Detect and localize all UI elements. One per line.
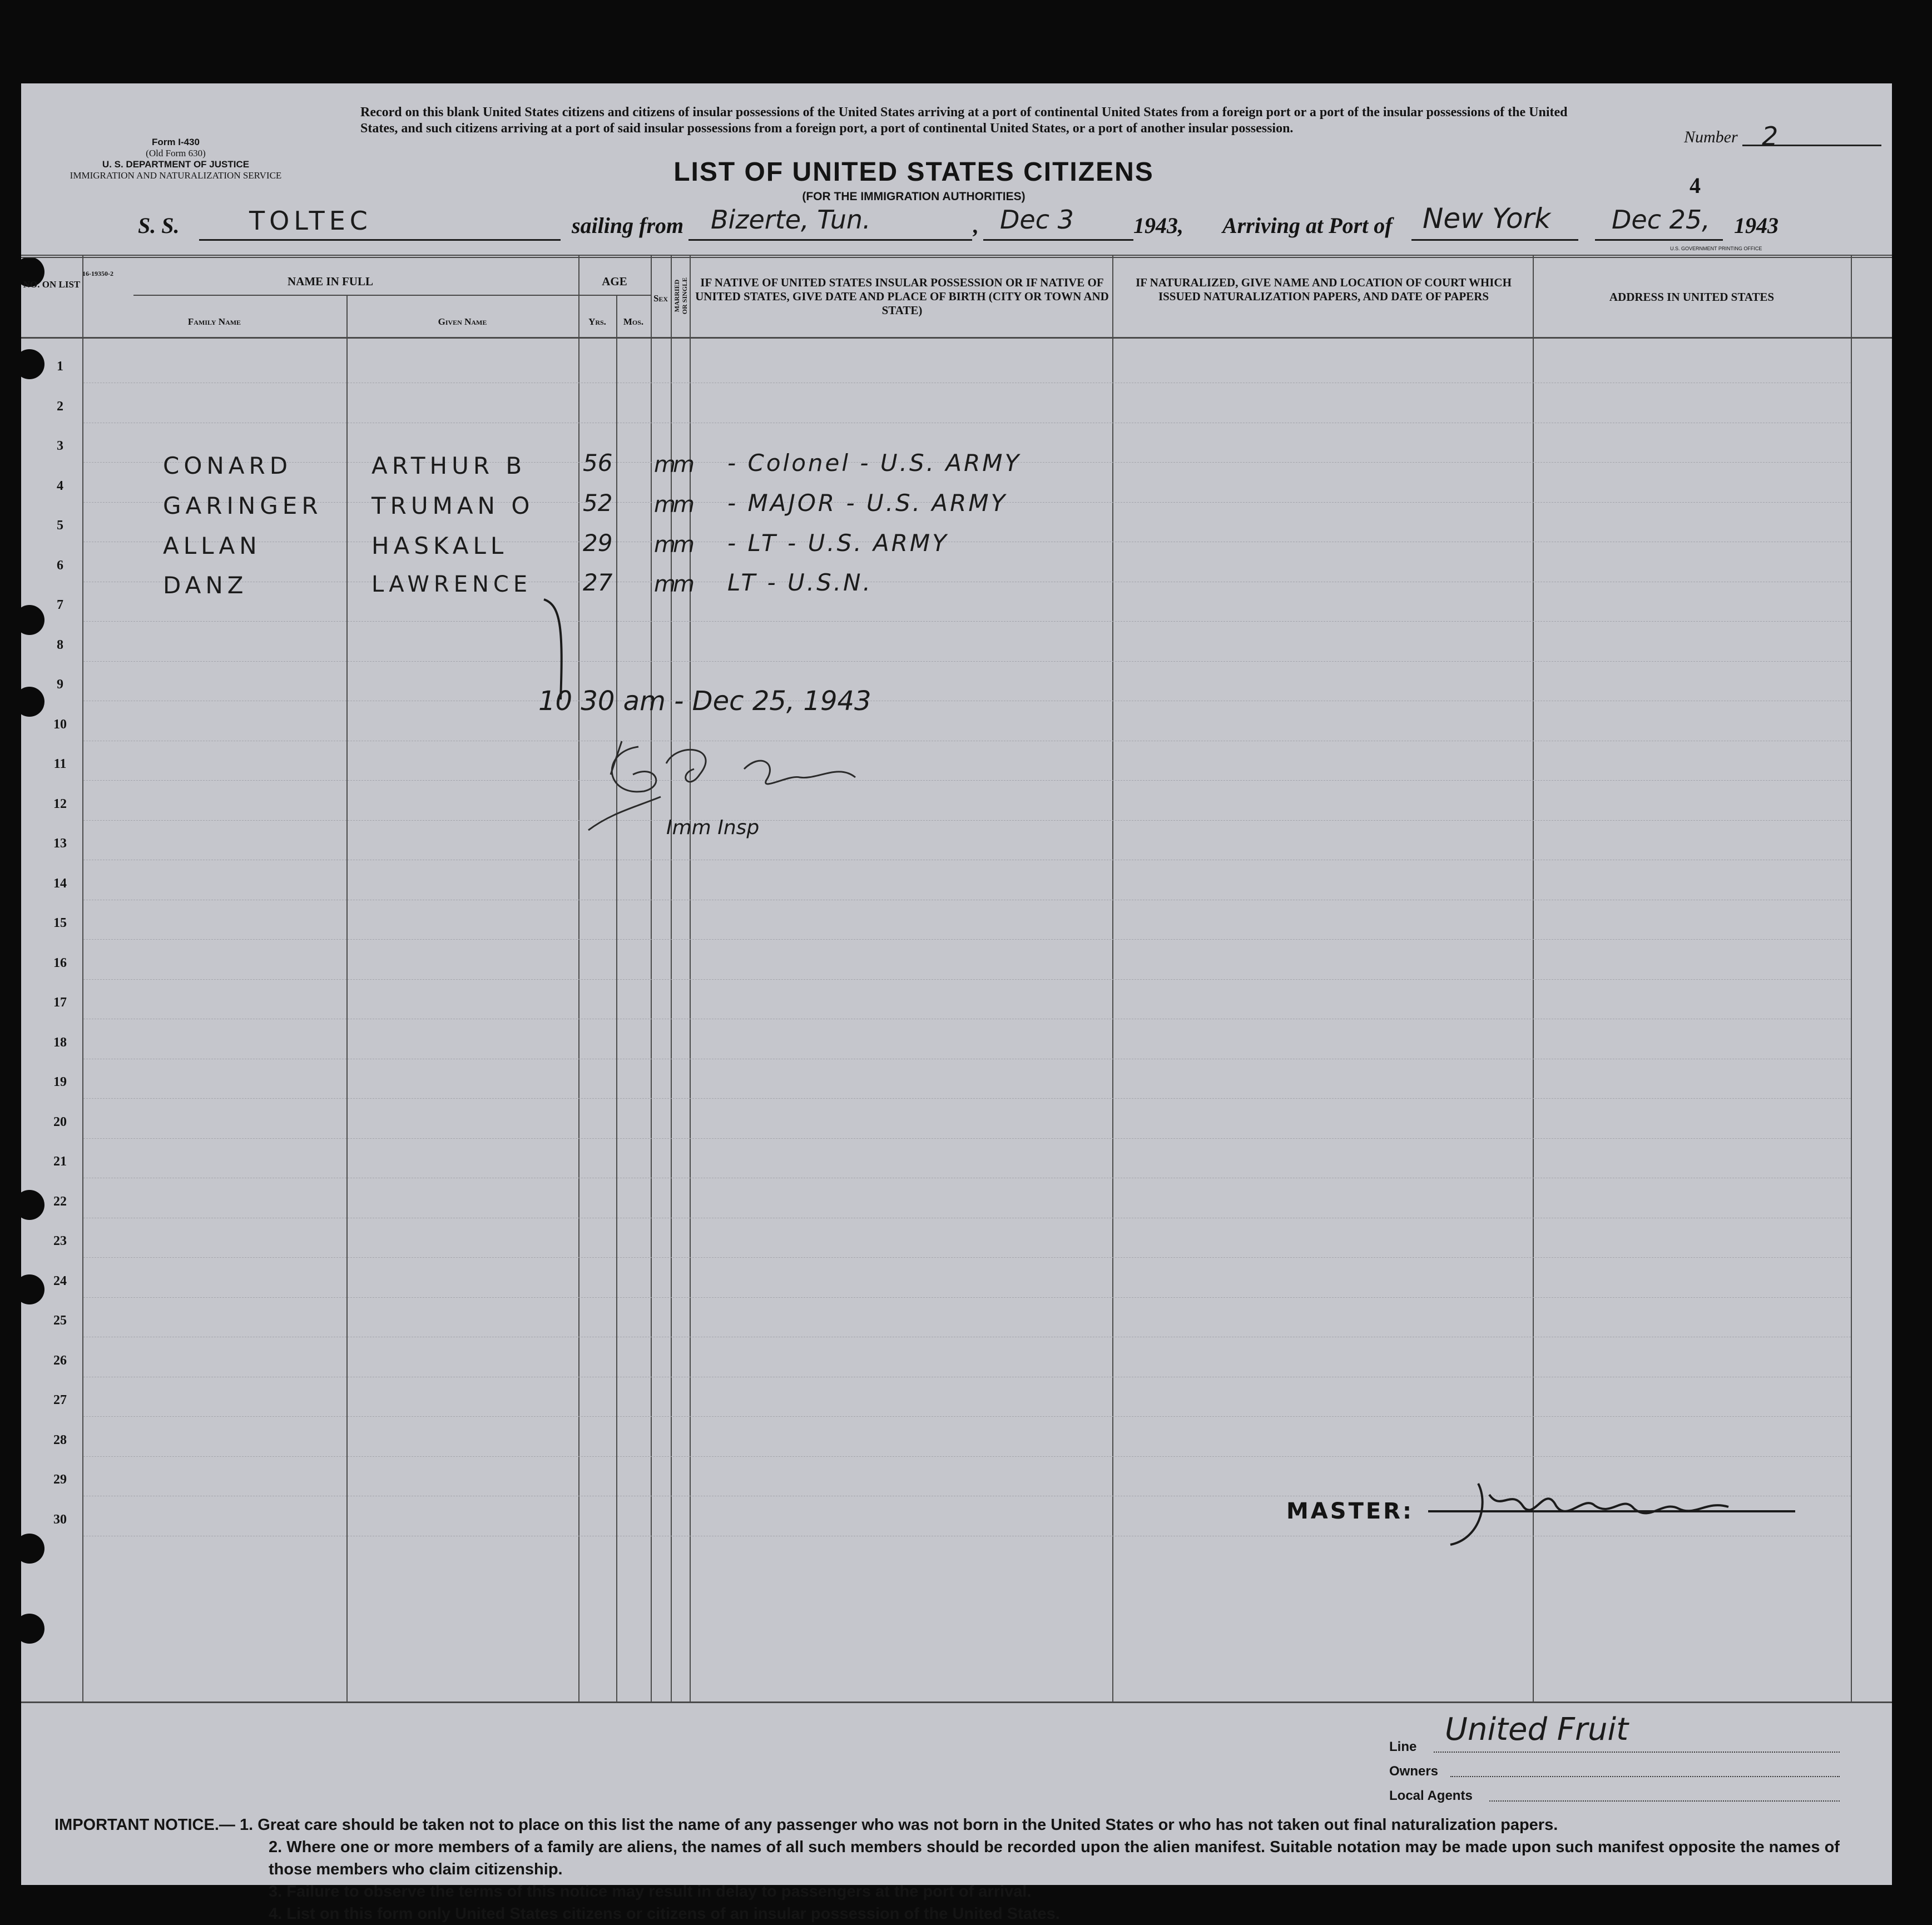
row-number: 22	[53, 1194, 67, 1209]
row-1-family-name: CONARD	[163, 452, 293, 479]
table-top-rule	[21, 255, 1892, 256]
col-header-sex: Sex	[653, 293, 668, 304]
row-1-age: 56	[583, 449, 613, 477]
ship-name: TOLTEC	[249, 206, 372, 236]
row-2-birth-info: - MAJOR - U.S. ARMY	[727, 489, 1008, 517]
row-number: 7	[57, 598, 63, 612]
arrival-port: New York	[1423, 202, 1551, 235]
sailing-from-label: sailing from	[572, 213, 684, 238]
row-rule	[83, 1416, 1851, 1417]
page-number: 4	[1690, 173, 1701, 198]
number-value: 2	[1762, 121, 1779, 151]
row-number: 18	[53, 1035, 67, 1050]
row-number: 2	[57, 399, 63, 414]
col-header-yrs: Yrs.	[588, 316, 606, 327]
row-rule	[83, 820, 1851, 821]
row-1-birth-info: - Colonel - U.S. ARMY	[727, 449, 1022, 477]
row-number: 24	[53, 1273, 67, 1288]
column-rule	[82, 255, 83, 1701]
row-number: 25	[53, 1313, 67, 1328]
row-number: 17	[53, 995, 67, 1010]
name-header-rule	[133, 295, 578, 296]
row-4-age: 27	[583, 569, 613, 596]
row-4-family-name: DANZ	[163, 572, 248, 599]
row-4-marital: m	[673, 572, 695, 597]
row-3-sex: m	[654, 532, 676, 558]
row-2-age: 52	[583, 489, 613, 517]
column-rule	[1851, 255, 1852, 1701]
row-number: 29	[53, 1472, 67, 1487]
owners-dotted	[1450, 1776, 1840, 1777]
ship-label: S. S.	[138, 213, 180, 238]
table-bottom-rule	[21, 1701, 1892, 1703]
row-number: 6	[57, 558, 63, 573]
row-number: 5	[57, 518, 63, 533]
row-rule	[83, 1138, 1851, 1139]
row-4-given-name: LAWRENCE	[371, 572, 532, 597]
notice-item-3: 3. Failure to observe the terms of this notice may result in delay to passengers at the port of arrival.	[269, 1883, 1032, 1901]
sailing-from-line	[688, 239, 972, 241]
row-number: 12	[53, 796, 67, 811]
table-top-rule	[21, 257, 1892, 258]
departure-port: Bizerte, Tun.	[711, 205, 871, 235]
row-number: 14	[53, 876, 67, 891]
notice-heading: IMPORTANT NOTICE.—	[55, 1816, 235, 1834]
row-rule	[83, 1257, 1851, 1258]
row-number: 19	[53, 1075, 67, 1089]
line-value: United Fruit	[1445, 1711, 1629, 1748]
row-number: 3	[57, 439, 63, 453]
row-rule	[83, 661, 1851, 662]
row-rule	[83, 1456, 1851, 1457]
page-subtitle: (FOR THE IMMIGRATION AUTHORITIES)	[802, 190, 1026, 203]
arrival-date-line	[1595, 239, 1723, 241]
col-header-married-single: MARRIED OR SINGLE	[673, 277, 688, 315]
column-rule	[1112, 255, 1113, 1701]
column-rule	[651, 255, 652, 1701]
header-bottom-rule	[21, 337, 1892, 339]
important-notice	[55, 1814, 1856, 1925]
col-header-address: ADDRESS IN UNITED STATES	[1609, 290, 1775, 304]
page-title: LIST OF UNITED STATES CITIZENS	[673, 157, 1154, 187]
form-identifier: Form I-430 (Old Form 630) U. S. DEPARTMENT OF JUSTICE IMMIGRATION AND NATURALIZATION SERVICE	[70, 137, 282, 181]
manifest-sheet	[21, 83, 1892, 1923]
notice-item-1: 1. Great care should be taken not to place on this list the name of any passenger who was not born in the United States or who has not taken out final naturalization papers.	[239, 1816, 1558, 1834]
row-rule	[83, 621, 1851, 622]
row-number: 23	[53, 1234, 67, 1248]
row-number: 21	[53, 1154, 67, 1169]
row-1-marital: m	[673, 452, 695, 478]
row-number: 8	[57, 637, 63, 652]
row-2-family-name: GARINGER	[163, 492, 323, 519]
row-number: 11	[53, 757, 67, 771]
row-number: 4	[57, 478, 63, 493]
row-rule	[83, 1297, 1851, 1298]
row-number: 26	[53, 1353, 67, 1368]
form-code: 16-19350-2	[82, 270, 113, 277]
col-header-mos: Mos.	[623, 316, 644, 327]
master-label: MASTER:	[1286, 1499, 1414, 1524]
row-rule	[83, 979, 1851, 980]
row-rule	[83, 780, 1851, 781]
arrival-port-line	[1411, 239, 1578, 241]
departure-date-line	[983, 239, 1133, 241]
row-1-given-name: ARTHUR B	[371, 452, 527, 479]
row-number: 16	[53, 955, 67, 970]
line-dotted	[1434, 1752, 1840, 1753]
departure-year: 1943,	[1133, 213, 1183, 238]
passenger-table	[21, 255, 1851, 1701]
row-rule	[83, 939, 1851, 940]
row-3-given-name: HASKALL	[371, 532, 508, 559]
col-header-no: NO. ON LIST	[23, 279, 81, 290]
master-signature	[1417, 1472, 1806, 1550]
row-number: 1	[57, 359, 63, 374]
col-header-age: AGE	[602, 275, 627, 288]
row-2-given-name: TRUMAN O	[371, 492, 534, 519]
form-instructions: Record on this blank United States citizens and citizens of insular possessions of the United States arriving at a port of continental United States from a foreign port or a port of the insular possessions of the United States, and such citizens arriving at a port of said insular possessions from a foreign port, a port of continental United States, or a port of another insular possession.	[360, 105, 1568, 136]
age-header-rule	[578, 295, 651, 296]
arrival-date: Dec 25,	[1612, 205, 1710, 235]
row-number: 13	[53, 836, 67, 851]
number-label: Number	[1684, 128, 1738, 146]
comma: ,	[973, 213, 979, 238]
column-rule	[616, 295, 617, 1701]
col-header-name-in-full: NAME IN FULL	[287, 275, 373, 288]
inspector-title: Imm Insp	[666, 816, 760, 839]
col-header-given-name: Given Name	[438, 316, 487, 327]
arrival-year: 1943	[1734, 213, 1779, 238]
row-number: 28	[53, 1432, 67, 1447]
row-rule	[83, 1098, 1851, 1099]
row-number: 15	[53, 916, 67, 930]
row-4-birth-info: LT - U.S.N.	[727, 569, 873, 596]
col-header-family-name: Family Name	[187, 316, 241, 327]
col-header-birth: IF NATIVE OF UNITED STATES INSULAR POSSESSION OR IF NATIVE OF UNITED STATES, GIVE DATE AND PLACE OF BIRTH (CITY OR TOWN AND STATE)	[695, 276, 1109, 317]
ship-name-line	[199, 239, 561, 241]
row-3-family-name: ALLAN	[163, 532, 261, 559]
inspection-time-note: 10 30 am - Dec 25, 1943	[538, 686, 871, 717]
arriving-label: Arriving at Port of	[1222, 213, 1393, 238]
row-2-sex: m	[654, 492, 676, 518]
notice-item-2: 2. Where one or more members of a family are aliens, the names of all such members should be recorded upon the alien manifest. Suitable notation may be made upon such manifest opposite the names of those members who claim citizenship.	[269, 1838, 1840, 1878]
row-number: 20	[53, 1114, 67, 1129]
col-header-naturalized: IF NATURALIZED, GIVE NAME AND LOCATION OF COURT WHICH ISSUED NATURALIZATION PAPERS, AND DATE OF PAPERS	[1136, 276, 1512, 303]
notice-item-4: 4. List on this form only United States citizens or citizens of an insular possession of the United States.	[269, 1905, 1060, 1923]
local-agents-label: Local Agents	[1389, 1788, 1473, 1803]
column-rule	[578, 255, 579, 1701]
row-number: 10	[53, 717, 67, 732]
row-1-sex: m	[654, 452, 676, 478]
row-3-birth-info: - LT - U.S. ARMY	[727, 529, 949, 557]
owners-label: Owners	[1389, 1764, 1439, 1779]
row-number: 9	[57, 677, 63, 692]
row-2-marital: m	[673, 492, 695, 518]
row-number: 30	[53, 1512, 67, 1527]
printer-mark: U.S. GOVERNMENT PRINTING OFFICE	[1670, 246, 1762, 251]
row-number: 27	[53, 1393, 67, 1407]
column-rule	[346, 295, 348, 1701]
row-4-sex: m	[654, 572, 676, 597]
line-label: Line	[1389, 1739, 1417, 1754]
departure-date: Dec 3	[1000, 205, 1074, 235]
row-3-age: 29	[583, 529, 613, 557]
local-agents-dotted	[1489, 1800, 1840, 1802]
row-3-marital: m	[673, 532, 695, 558]
